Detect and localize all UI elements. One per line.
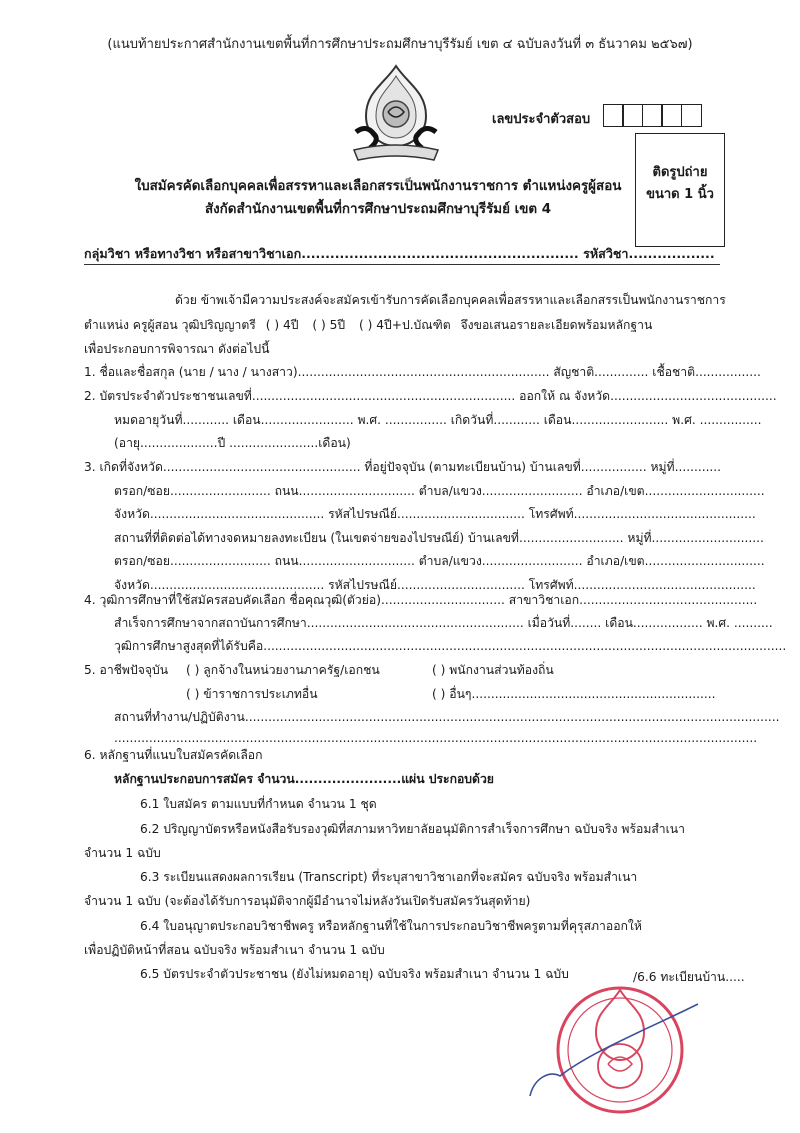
evidence-item-6-4-cont: เพื่อปฏิบัติหน้าที่สอน ฉบับจริง พร้อมสำเนา จำนวน 1 ฉบับ: [84, 943, 385, 957]
evidence-item-6-1: 6.1 ใบสมัคร ตามแบบที่กำหนด จำนวน 1 ชุด: [140, 797, 377, 811]
exam-id-digit-box[interactable]: [661, 104, 682, 127]
intro-line-3: เพื่อประกอบการพิจารณา ดังต่อไปนี้: [84, 342, 270, 356]
field-birthplace-address[interactable]: 3. เกิดที่จังหวัด................................................... ที่อยู่ปัจจุบัน (ตามทะเบียนบ้าน) บ้านเลขที่................. หมู่ที่............: [84, 460, 722, 474]
exam-id-boxes[interactable]: [604, 104, 702, 127]
obec-emblem-icon: [348, 62, 444, 166]
evidence-item-6-5: 6.5 บัตรประจำตัวประชาชน (ยังไม่หมดอายุ) ฉบับจริง พร้อมสำเนา จำนวน 1 ฉบับ: [140, 967, 569, 981]
evidence-item-6-3-cont: จำนวน 1 ฉบับ (จะต้องได้รับการอนุมัติจากผู้มีอำนาจไม่หลังวันเปิดรับสมัครวันสุดท้าย): [84, 894, 531, 908]
exam-id-digit-box[interactable]: [681, 104, 702, 127]
field-mailing-province[interactable]: จังหวัด............................................. รหัสไปรษณีย์................................. โทรศัพท์...............................................: [114, 578, 756, 592]
field-address-street[interactable]: ตรอก/ซอย.......................... ถนน.............................. ตำบล/แขวง.......................... อำเภอ/เขต...............................: [114, 484, 765, 498]
evidence-item-6-3: 6.3 ระเบียนแสดงผลการเรียน (Transcript) ที่ระบุสาขาวิชาเอกที่จะสมัคร ฉบับจริง พร้อมสำเนา: [140, 870, 638, 884]
field-institution[interactable]: สำเร็จการศึกษาจากสถาบันการศึกษา........................................................ เมื่อวันที่........ เดือน.................. พ.ศ. ..........: [114, 616, 773, 630]
degree-option-4yr[interactable]: ( ) 4ปี: [265, 318, 299, 332]
degree-option-5yr[interactable]: ( ) 5ปี: [312, 318, 346, 332]
evidence-item-6-2: 6.2 ปริญญาบัตรหรือหนังสือรับรองวุฒิที่สภามหาวิทยาลัยอนุมัติการสำเร็จการศึกษา ฉบับจริง พร้อมสำเนา: [140, 822, 685, 836]
announcement-reference: (แนบท้ายประกาศสำนักงานเขตพื้นที่การศึกษาประถมศึกษาบุรีรัมย์ เขต ๔ ฉบับลงวันที่ ๓ ธันวาคม ๒๕๖๗): [107, 37, 693, 52]
evidence-title: 6. หลักฐานที่แนบใบสมัครคัดเลือก: [84, 748, 263, 762]
occupation-option-employee[interactable]: ( ) ลูกจ้างในหน่วยงานภาครัฐ/เอกชน: [186, 663, 380, 677]
occupation-option-civil-servant[interactable]: ( ) ข้าราชการประเภทอื่น: [186, 687, 318, 701]
photo-box-label: ติดรูปถ่าย: [652, 165, 708, 180]
degree-option-4yr-grad-dip[interactable]: ( ) 4ปี+ป.บัณฑิต: [358, 318, 451, 332]
official-red-seal-icon: [520, 968, 700, 1116]
field-age[interactable]: (อายุ....................ปี .......................เดือน): [114, 436, 351, 450]
field-highest-degree[interactable]: วุฒิการศึกษาสูงสุดที่ได้รับคือ.......................................................................................................................................: [114, 639, 787, 653]
form-title: ใบสมัครคัดเลือกบุคคลเพื่อสรรหาและเลือกสรรเป็นพนักงานราชการ ตำแหน่งครูผู้สอน: [134, 179, 622, 194]
field-mailing-address[interactable]: สถานที่ที่ติดต่อได้ทางจดหมายลงทะเบียน (ในเขตจ่ายของไปรษณีย์) บ้านเลขที่........................... หมู่ที่.............................: [114, 531, 764, 545]
field-workplace-cont[interactable]: ......................................................................................................................................................................: [114, 731, 758, 745]
occupation-option-other[interactable]: ( ) อื่นๆ...............................................................: [432, 687, 716, 701]
exam-id-digit-box[interactable]: [622, 104, 643, 127]
occupation-label: 5. อาชีพปัจจุบัน: [84, 663, 169, 677]
occupation-option-local-staff[interactable]: ( ) พนักงานส่วนท้องถิ่น: [432, 663, 554, 677]
field-workplace[interactable]: สถานที่ทำงาน/ปฏิบัติงาน..........................................................................................................................................: [114, 710, 780, 724]
exam-id-digit-box[interactable]: [642, 104, 663, 127]
intro-prefix: ตำแหน่ง ครูผู้สอน วุฒิปริญญาตรี: [84, 318, 256, 332]
exam-id-label: เลขประจำตัวสอบ: [492, 112, 591, 127]
field-mailing-street[interactable]: ตรอก/ซอย.......................... ถนน.............................. ตำบล/แขวง.......................... อำเภอ/เขต...............................: [114, 554, 765, 568]
continued-marker: /6.6 ทะเบียนบ้าน.....: [633, 970, 745, 984]
evidence-item-6-2-cont: จำนวน 1 ฉบับ: [84, 846, 161, 860]
field-name-nationality[interactable]: 1. ชื่อและชื่อสกุล (นาย / นาง / นางสาว)................................................................. สัญชาติ.............. เชื้อชาติ.................: [84, 365, 761, 379]
intro-line-1: ด้วย ข้าพเจ้ามีความประสงค์จะสมัครเข้ารับการคัดเลือกบุคคลเพื่อสรรหาและเลือกสรรเป็นพนักงานราชการ: [175, 293, 726, 307]
form-subtitle: สังกัดสำนักงานเขตพื้นที่การศึกษาประถมศึกษาบุรีรัมย์ เขต 4: [204, 202, 552, 217]
evidence-count[interactable]: หลักฐานประกอบการสมัคร จำนวน.......................แผ่น ประกอบด้วย: [114, 772, 494, 786]
exam-id-digit-box[interactable]: [603, 104, 624, 127]
photo-box-size: ขนาด 1 นิ้ว: [646, 187, 714, 202]
evidence-item-6-4: 6.4 ใบอนุญาตประกอบวิชาชีพครู หรือหลักฐานที่ใช้ในการประกอบวิชาชีพครูตามที่คุรุสภาออกให้: [140, 919, 642, 933]
divider: [84, 264, 720, 265]
photo-box[interactable]: [635, 133, 725, 247]
field-address-province[interactable]: จังหวัด............................................. รหัสไปรษณีย์................................. โทรศัพท์...............................................: [114, 507, 756, 521]
intro-line-2: [84, 316, 652, 335]
field-qualification[interactable]: 4. วุฒิการศึกษาที่ใช้สมัครสอบคัดเลือก ชื่อคุณวุฒิ(ตัวย่อ)................................ สาขาวิชาเอก..............................................: [84, 593, 758, 607]
field-expiry-birthdate[interactable]: หมดอายุวันที่............ เดือน........................ พ.ศ. ................ เกิดวันที่............ เดือน......................... พ.ศ. ................: [114, 413, 762, 427]
field-id-card[interactable]: 2. บัตรประจำตัวประชาชนเลขที่.................................................................... ออกให้ ณ จังหวัด...........................................: [84, 389, 777, 403]
intro-suffix: จึงขอเสนอรายละเอียดพร้อมหลักฐาน: [460, 318, 653, 332]
subject-field[interactable]: กลุ่มวิชา หรือทางวิชา หรือสาขาวิชาเอก.......................................................... รหัสวิชา..................: [84, 246, 715, 261]
